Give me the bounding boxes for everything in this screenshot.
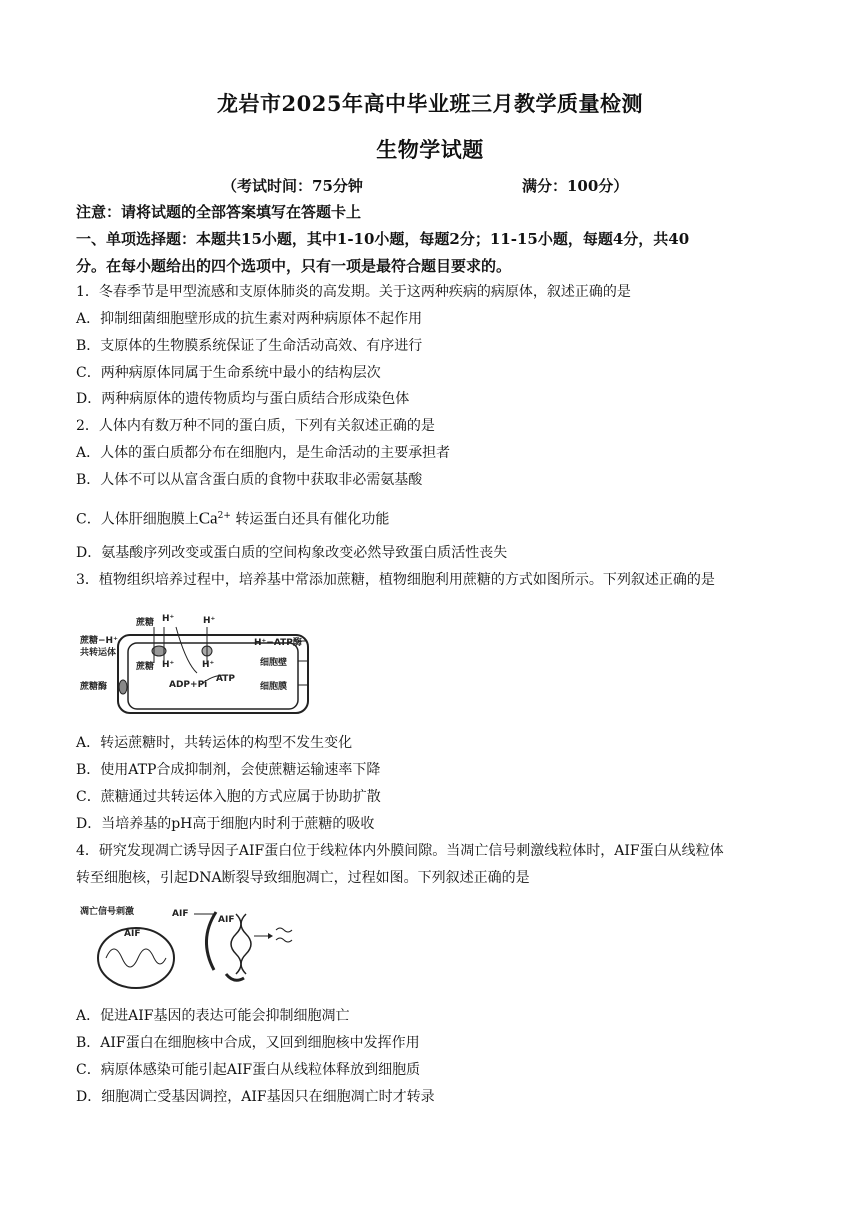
page-subtitle: 生物学试题 [376, 137, 484, 162]
q4-stem-1: 4．研究发现凋亡诱导因子AIF蛋白位于线粒体内外膜间隙。当凋亡信号刺激线粒体时，AIF蛋白从线粒体 [76, 843, 724, 859]
proton-cycle-arrow [176, 627, 197, 673]
label-cotransporter-2: 共转运体 [80, 648, 117, 658]
nuclear-envelope-fragment [206, 912, 216, 970]
q1-option-b: B．支原体的生物膜系统保证了生命活动高效、有序进行 [76, 338, 423, 354]
q1-stem: 1．冬春季节是甲型流感和支原体肺炎的高发期。关于这两种疾病的病原体，叙述正确的是 [76, 284, 631, 300]
q4-option-c: C．病原体感染可能引起AIF蛋白从线粒体释放到细胞质 [76, 1062, 421, 1078]
q4-option-b: B．AIF蛋白在细胞核中合成，又回到细胞核中发挥作用 [76, 1035, 420, 1051]
dna-fragment-1 [276, 928, 292, 932]
label-adp: ADP+Pi [169, 680, 208, 690]
label-apoptosis-signal: 凋亡信号刺激 [80, 907, 135, 917]
q4-option-a: A．促进AIF基因的表达可能会抑制细胞凋亡 [76, 1008, 350, 1024]
label-atp: ATP [216, 674, 236, 684]
dna-strand-2 [241, 914, 251, 974]
calcium-charge: 2+ [217, 511, 231, 521]
label-aif-1: AIF [172, 909, 189, 919]
sucrase-enzyme [119, 680, 127, 694]
q4-stem-2: 转至细胞核，引起DNA断裂导致细胞凋亡，过程如图。下列叙述正确的是 [76, 870, 530, 886]
q4-option-d: D．细胞凋亡受基因调控，AIF基因只在细胞凋亡时才转录 [76, 1089, 435, 1105]
label-cell-membrane: 细胞膜 [260, 682, 288, 692]
dna-fragment-2 [276, 938, 292, 942]
exam-time: （考试时间：75分钟 [222, 177, 363, 195]
q2-option-d: D．氨基酸序列改变或蛋白质的空间构象改变必然导致蛋白质活性丧失 [76, 545, 508, 561]
label-atpase: H⁺−ATP酶 [254, 638, 302, 648]
section-instructions-2: 分。在每小题给出的四个选项中，只有一项是最符合题目要求的。 [76, 257, 512, 275]
label-cotransporter-1: 蔗糖−H⁺ [80, 636, 118, 646]
sucrose-transport-figure [76, 605, 316, 715]
dna-fragmentation-arrowhead [268, 933, 273, 939]
label-sucrase: 蔗糖酶 [80, 682, 108, 692]
q2-option-b: B．人体不可以从富含蛋白质的食物中获取非必需氨基酸 [76, 472, 423, 488]
mitochondrion-cristae [106, 949, 166, 967]
label-aif-2: AIF [218, 915, 235, 925]
section-instructions-1: 一、单项选择题：本题共15小题，其中1-10小题，每题2分；11-15小题，每题4分，共40 [76, 230, 690, 248]
q2-option-c-suffix: 转运蛋白还具有催化功能 [230, 511, 390, 528]
q3-option-a: A．转运蔗糖时，共转运体的构型不发生变化 [76, 735, 353, 751]
q3-stem: 3．植物组织培养过程中，培养基中常添加蔗糖，植物细胞利用蔗糖的方式如图所示。下列叙述正确的是 [76, 572, 715, 588]
label-aif-3: AIF [124, 929, 141, 939]
q1-option-a: A．抑制细菌细胞壁形成的抗生素对两种病原体不起作用 [76, 311, 423, 327]
label-h-in1: H⁺ [162, 660, 175, 670]
aif-apoptosis-figure [76, 900, 296, 995]
nuclear-envelope-fragment-2 [226, 974, 244, 980]
q2-option-c [76, 506, 389, 530]
notice: 注意：请将试题的全部答案填写在答题卡上 [76, 203, 362, 221]
full-score: 满分：100分） [522, 177, 629, 195]
q2-stem: 2．人体内有数万种不同的蛋白质，下列有关叙述正确的是 [76, 418, 435, 434]
calcium-symbol: Ca [198, 508, 218, 528]
label-h-top2: H⁺ [203, 616, 216, 626]
label-h-top1: H⁺ [162, 614, 175, 624]
q1-option-c: C．两种病原体同属于生命系统中最小的结构层次 [76, 365, 381, 381]
label-sucrose-top: 蔗糖 [136, 618, 155, 628]
label-h-in2: H⁺ [202, 660, 215, 670]
label-sucrose-in: 蔗糖 [136, 662, 155, 672]
q3-option-b: B．使用ATP合成抑制剂，会使蔗糖运输速率下降 [76, 762, 381, 778]
q3-option-d: D．当培养基的pH高于细胞内时利于蔗糖的吸收 [76, 816, 375, 832]
q2-option-c-prefix: C．人体肝细胞膜上 [76, 511, 199, 528]
q2-option-a: A．人体的蛋白质都分布在细胞内，是生命活动的主要承担者 [76, 445, 451, 461]
q1-option-d: D．两种病原体的遗传物质均与蛋白质结合形成染色体 [76, 391, 410, 407]
label-cell-wall: 细胞壁 [260, 658, 288, 668]
q3-option-c: C．蔗糖通过共转运体入胞的方式应属于协助扩散 [76, 789, 381, 805]
page-title: 龙岩市2025年高中毕业班三月教学质量检测 [217, 91, 643, 116]
